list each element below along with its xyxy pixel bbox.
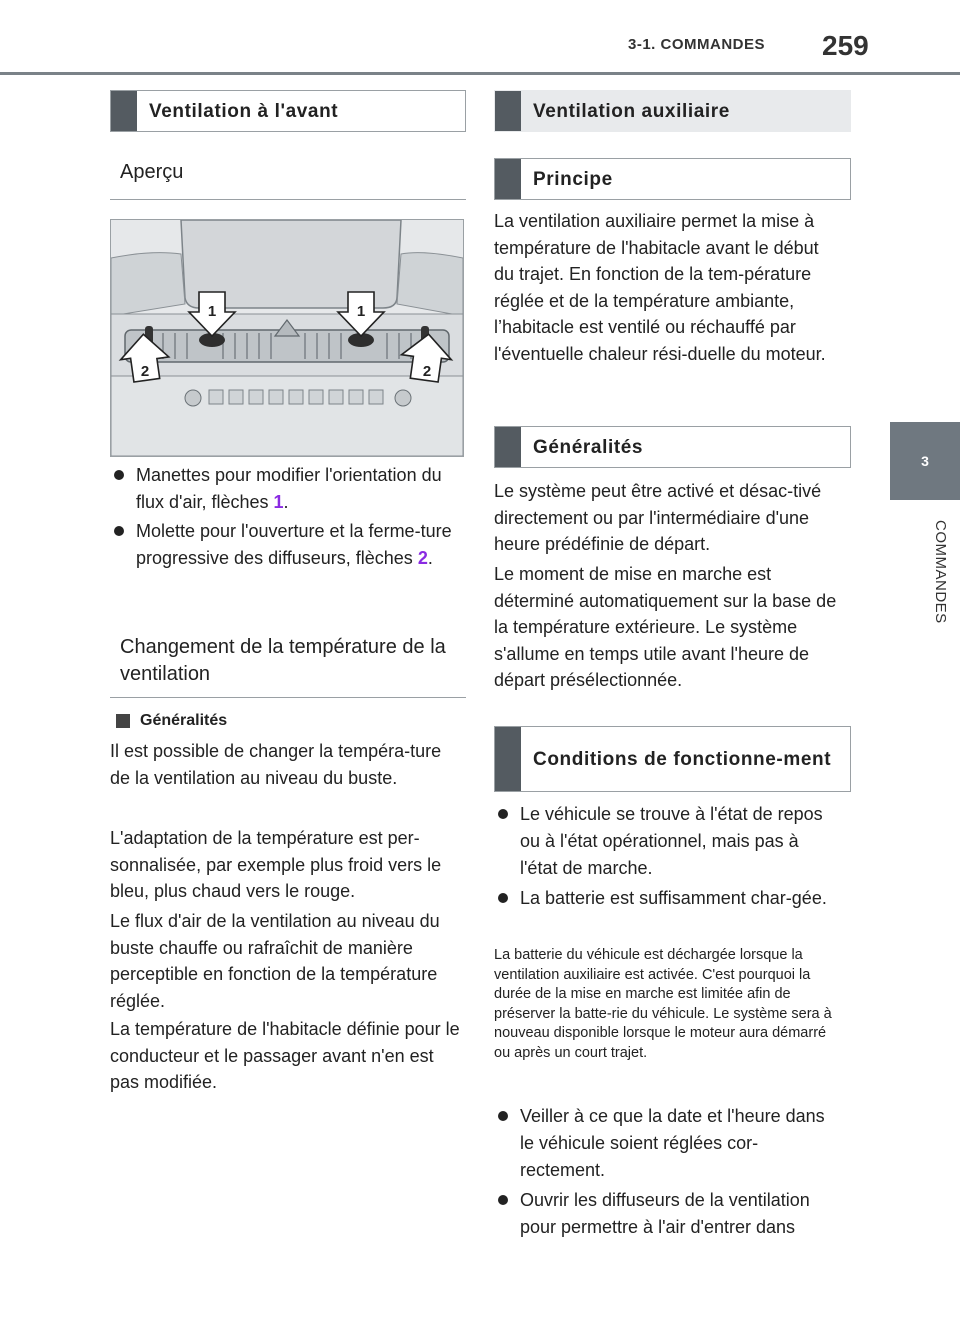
heading-text: Généralités (533, 436, 644, 458)
figure-label-2-left: 2 (140, 363, 150, 380)
heading-text: Principe (533, 168, 613, 190)
generalities-heading (494, 426, 851, 468)
callout-2: 2 (417, 548, 428, 568)
heading-text: Ventilation à l'avant (149, 100, 339, 122)
bullet-molette: Molette pour l'ouverture et la ferme-ture progressive des diffuseurs, flèches 2. (110, 518, 466, 572)
paragraph-4: La température de l'habitacle définie pour le conducteur et le passager avant n'en est pas modifiée. (110, 1019, 460, 1092)
header-rule (0, 72, 960, 75)
bullet-manettes: Manettes pour modifier l'orientation du flux d'air, flèches 1. (110, 462, 466, 516)
paragraph-2: L'adaptation de la température est per-sonnalisée, par exemple plus froid vers le bleu, plus chaud vers le rouge. (110, 828, 442, 901)
page-number: 259 (822, 30, 869, 61)
generalities-paragraph-2: Le moment de mise en marche est déterminé automatiquement sur la base de la température extérieure. Le système s'allume en temps utile avant l'heure de départ présélectionnée. (494, 564, 837, 690)
generalities-paragraph-1: Le système peut être activé et désac-tivé directement ou par l'intermédiaire d'une heure prédéfinie de départ. (494, 481, 822, 554)
dashboard-illustration (111, 220, 463, 456)
bullet-vehicle-state: Le véhicule se trouve à l'état de repos ou à l'état opérationnel, mais pas à l'état de marche. (494, 801, 839, 882)
figure-label-2-right: 2 (422, 363, 432, 380)
heading-bar (495, 91, 521, 131)
section-heading-auxiliary-ventilation (494, 90, 851, 132)
heading-text: Conditions de fonctionne-ment (533, 748, 832, 770)
battery-note: La batterie du véhicule est déchargée lorsque la ventilation auxiliaire est activée. C'est pourquoi la durée de la mise en marche est limitée afin de préserver la batte-rie du véhicule. Le système sera à nouveau disponible lorsque le moteur aura démarré ou après un court trajet. (494, 947, 832, 1061)
heading-bar (495, 427, 521, 467)
principle-heading (494, 158, 851, 200)
bullet-battery: La batterie est suffisamment char-gée. (494, 885, 839, 912)
conditions-heading (494, 726, 851, 792)
running-header: 3-1. COMMANDES (628, 36, 766, 53)
heading-bar (495, 727, 521, 791)
paragraph-1: Il est possible de changer la tempéra-ture de la ventilation au niveau du buste. (110, 741, 442, 788)
heading-bar (495, 159, 521, 199)
overview-heading: Aperçu (110, 158, 466, 200)
section-heading-front-ventilation (110, 90, 466, 132)
callout-1: 1 (273, 492, 284, 512)
temperature-change-heading: Changement de la température de la ventilation (110, 634, 466, 698)
heading-bar (111, 91, 137, 131)
figure-label-1-left: 1 (207, 303, 217, 320)
dashboard-vents-figure (110, 219, 464, 457)
chapter-tab: 3 (890, 422, 960, 500)
generalities-subheading: Généralités (116, 710, 227, 732)
bullet-date-time: Veiller à ce que la date et l'heure dans le véhicule soient réglées cor-rectement. (494, 1103, 839, 1184)
principle-paragraph: La ventilation auxiliaire permet la mise à température de l'habitacle avant le début du trajet. En fonction de la tem-pérature réglée et de la température ambiante, l’habitacle est ventilé ou réchauffé par l'éventuelle chaleur rési-duelle du moteur. (494, 211, 826, 364)
paragraph-3: Le flux d'air de la ventilation au niveau du buste chauffe ou rafraîchit de manière perceptible en fonction de la température réglée. (110, 911, 440, 1011)
bullet-open-vents: Ouvrir les diffuseurs de la ventilation pour permettre à l'air d'entrer dans (494, 1187, 839, 1241)
chapter-side-label: COMMANDES (932, 520, 949, 624)
figure-label-1-right: 1 (356, 303, 366, 320)
heading-text: Ventilation auxiliaire (533, 100, 730, 122)
